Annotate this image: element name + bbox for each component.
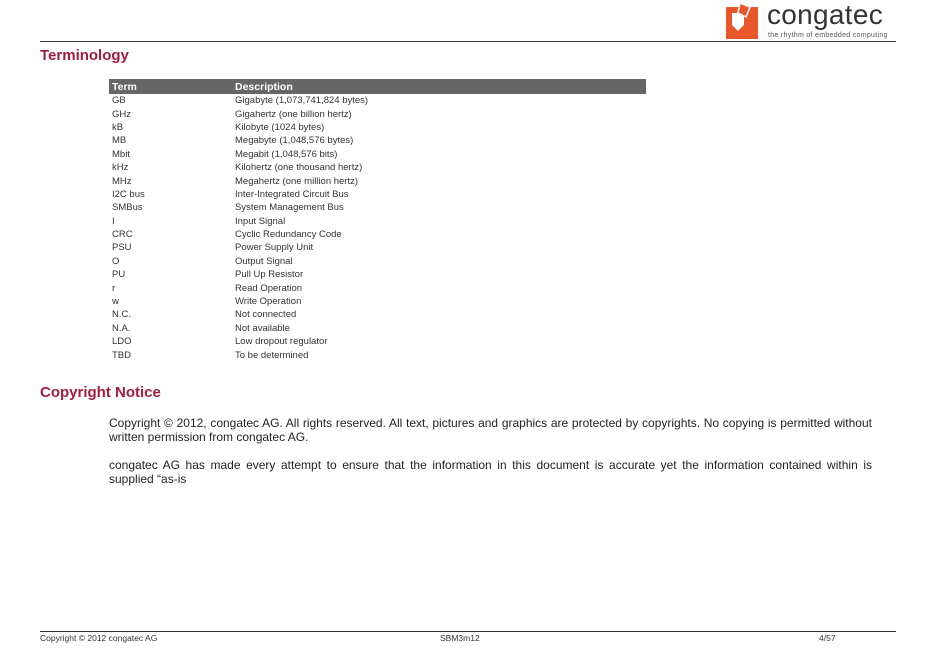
table-row — [109, 201, 646, 214]
description-cell: Input Signal — [235, 215, 286, 227]
term-cell: GB — [112, 95, 126, 107]
term-cell: PU — [112, 269, 126, 281]
description-cell: Pull Up Resistor — [235, 269, 304, 281]
logo-wordmark: congatec — [767, 0, 884, 30]
table-row — [109, 215, 646, 228]
term-cell: CRC — [112, 229, 133, 241]
table-row — [109, 228, 646, 241]
term-cell: I — [112, 215, 115, 227]
description-cell: Not available — [235, 322, 290, 334]
description-cell: Kilobyte (1024 bytes) — [235, 121, 325, 133]
description-cell: Megabyte (1,048,576 bytes) — [235, 135, 354, 147]
disclaimer-paragraph: congatec AG has made every attempt to ensure that the information in this document is accurate yet the information contained within is supplied “as-is — [109, 458, 872, 486]
description-cell: Low dropout regulator — [235, 336, 328, 348]
term-cell: MB — [112, 135, 127, 147]
description-cell: Not connected — [235, 309, 297, 321]
term-cell: SMBus — [112, 202, 143, 214]
terminology-table-body — [109, 94, 646, 362]
table-row — [109, 322, 646, 335]
table-row — [109, 268, 646, 281]
header-divider — [40, 41, 896, 42]
table-row — [109, 295, 646, 308]
term-cell: PSU — [112, 242, 132, 254]
table-row — [109, 134, 646, 147]
footer-divider — [40, 631, 896, 632]
column-header-description: Description — [232, 79, 646, 94]
table-row — [109, 348, 646, 361]
description-cell: Output Signal — [235, 255, 293, 267]
table-row — [109, 174, 646, 187]
description-cell: Gigabyte (1,073,741,824 bytes) — [235, 95, 369, 107]
table-row — [109, 94, 646, 107]
logo-tagline: the rhythm of embedded computing — [768, 32, 888, 39]
terminology-table — [109, 79, 646, 362]
term-cell: I2C bus — [112, 188, 145, 200]
term-cell: w — [112, 296, 119, 308]
term-cell: LDO — [112, 336, 132, 348]
column-header-term: Term — [109, 79, 232, 94]
description-cell: Kilohertz (one thousand hertz) — [235, 162, 363, 174]
description-cell: Megahertz (one million hertz) — [235, 175, 359, 187]
term-cell: GHz — [112, 108, 131, 120]
description-cell: Gigahertz (one billion hertz) — [235, 108, 352, 120]
description-cell: Write Operation — [235, 296, 302, 308]
term-cell: N.A. — [112, 322, 131, 334]
table-row — [109, 148, 646, 161]
table-header-row — [109, 79, 646, 94]
table-row — [109, 107, 646, 120]
table-row — [109, 241, 646, 254]
description-cell: System Management Bus — [235, 202, 344, 214]
table-row — [109, 121, 646, 134]
term-cell: r — [112, 282, 116, 294]
table-row — [109, 188, 646, 201]
description-cell: Read Operation — [235, 282, 303, 294]
footer-copyright: Copyright © 2012 congatec AG — [40, 633, 158, 643]
table-row — [109, 281, 646, 294]
description-cell: Megabit (1,048,576 bits) — [235, 148, 338, 160]
term-cell: MHz — [112, 175, 132, 187]
description-cell: Cyclic Redundancy Code — [235, 229, 342, 241]
copyright-paragraph: Copyright © 2012, congatec AG. All rights reserved. All text, pictures and graphics are protected by copyrights. No copying is permitted without written permission from congatec AG. — [109, 416, 872, 444]
term-cell: O — [112, 255, 120, 267]
description-cell: To be determined — [235, 349, 309, 361]
term-cell: kB — [112, 121, 124, 133]
table-row — [109, 255, 646, 268]
term-cell: Mbit — [112, 148, 130, 160]
congatec-logo-mark-icon — [726, 3, 758, 39]
term-cell: kHz — [112, 162, 129, 174]
description-cell: Inter-Integrated Circuit Bus — [235, 188, 349, 200]
footer-document-name: SBM3m12 — [440, 633, 480, 643]
terminology-heading: Terminology — [40, 47, 129, 64]
term-cell: N.C. — [112, 309, 131, 321]
footer-page-number: 4/57 — [819, 633, 836, 643]
table-row — [109, 161, 646, 174]
table-row — [109, 308, 646, 321]
congatec-logo — [726, 0, 898, 43]
term-cell: TBD — [112, 349, 131, 361]
copyright-heading: Copyright Notice — [40, 384, 161, 401]
description-cell: Power Supply Unit — [235, 242, 314, 254]
table-row — [109, 335, 646, 348]
